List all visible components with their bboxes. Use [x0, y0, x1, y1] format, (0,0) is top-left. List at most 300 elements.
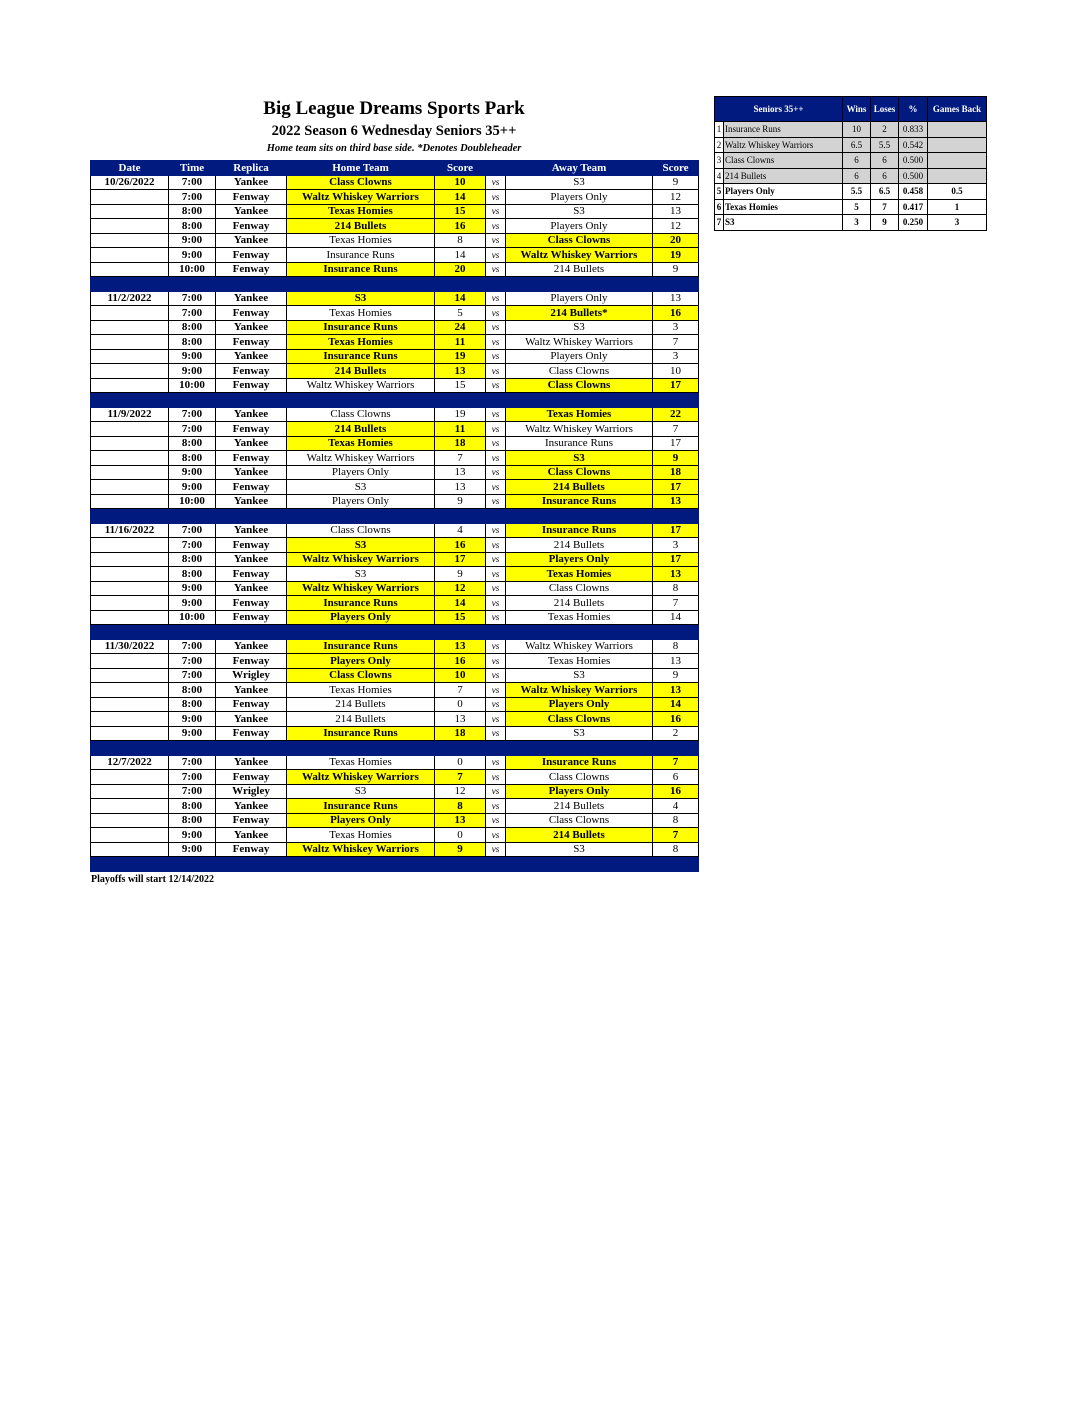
- standing-loses: 9: [871, 215, 899, 231]
- vs-label: vs: [486, 813, 506, 828]
- game-field: Yankee: [216, 436, 287, 451]
- away-score: 8: [653, 581, 699, 596]
- game-time: 9:00: [169, 596, 216, 611]
- game-field: Yankee: [216, 175, 287, 190]
- away-team: Class Clowns: [506, 770, 653, 785]
- page-title: Big League Dreams Sports Park: [263, 98, 525, 119]
- game-date: [91, 378, 169, 393]
- game-date: [91, 480, 169, 495]
- home-score: 5: [435, 306, 486, 321]
- home-score: 9: [435, 567, 486, 582]
- away-team: Waltz Whiskey Warriors: [506, 248, 653, 263]
- game-field: Fenway: [216, 842, 287, 857]
- standing-games-back: 3: [928, 215, 987, 231]
- away-team: Waltz Whiskey Warriors: [506, 335, 653, 350]
- standing-team: 214 Bullets: [724, 168, 843, 184]
- game-date: [91, 465, 169, 480]
- game-date: [91, 712, 169, 727]
- away-score: 20: [653, 233, 699, 248]
- away-team: Waltz Whiskey Warriors: [506, 683, 653, 698]
- home-score: 20: [435, 262, 486, 277]
- away-team: Class Clowns: [506, 465, 653, 480]
- standings-row: [715, 199, 987, 215]
- table-row: [91, 175, 699, 190]
- vs-label: vs: [486, 204, 506, 219]
- vs-label: vs: [486, 422, 506, 437]
- table-row: [91, 712, 699, 727]
- game-field: Yankee: [216, 204, 287, 219]
- away-score: 9: [653, 668, 699, 683]
- home-score: 12: [435, 784, 486, 799]
- away-score: 14: [653, 697, 699, 712]
- game-field: Fenway: [216, 567, 287, 582]
- standing-rank: 1: [715, 122, 724, 138]
- game-date: [91, 364, 169, 379]
- standings-row: [715, 168, 987, 184]
- standing-rank: 3: [715, 153, 724, 169]
- away-team: Waltz Whiskey Warriors: [506, 639, 653, 654]
- game-date: [91, 581, 169, 596]
- home-team: Texas Homies: [287, 335, 435, 350]
- vs-label: vs: [486, 175, 506, 190]
- vs-label: vs: [486, 552, 506, 567]
- away-score: 7: [653, 335, 699, 350]
- away-team: S3: [506, 726, 653, 741]
- home-team: Insurance Runs: [287, 639, 435, 654]
- away-score: 3: [653, 320, 699, 335]
- game-date: [91, 842, 169, 857]
- home-score: 14: [435, 248, 486, 263]
- table-row: [91, 770, 699, 785]
- standings-row: [715, 153, 987, 169]
- away-team: Insurance Runs: [506, 494, 653, 509]
- game-field: Fenway: [216, 726, 287, 741]
- vs-label: vs: [486, 610, 506, 625]
- table-row: [91, 755, 699, 770]
- away-score: 13: [653, 494, 699, 509]
- game-field: Yankee: [216, 799, 287, 814]
- game-date: [91, 770, 169, 785]
- col-pct: %: [899, 97, 928, 122]
- table-row: [91, 219, 699, 234]
- game-date: [91, 190, 169, 205]
- game-date: [91, 219, 169, 234]
- col-time: Time: [169, 161, 216, 176]
- away-team: Insurance Runs: [506, 523, 653, 538]
- standing-loses: 5.5: [871, 137, 899, 153]
- vs-label: vs: [486, 799, 506, 814]
- table-row: [91, 683, 699, 698]
- week-separator: [91, 625, 699, 640]
- home-team: 214 Bullets: [287, 712, 435, 727]
- standing-rank: 4: [715, 168, 724, 184]
- playoffs-note: Playoffs will start 12/14/2022: [91, 874, 215, 885]
- game-time: 8:00: [169, 436, 216, 451]
- home-team: 214 Bullets: [287, 422, 435, 437]
- away-score: 2: [653, 726, 699, 741]
- game-time: 7:00: [169, 755, 216, 770]
- home-team: Waltz Whiskey Warriors: [287, 552, 435, 567]
- game-time: 7:00: [169, 668, 216, 683]
- col-date: Date: [91, 161, 169, 176]
- game-time: 7:00: [169, 538, 216, 553]
- table-row: [91, 451, 699, 466]
- away-score: 9: [653, 175, 699, 190]
- home-score: 14: [435, 596, 486, 611]
- game-time: 7:00: [169, 784, 216, 799]
- standing-loses: 6.5: [871, 184, 899, 200]
- away-score: 8: [653, 842, 699, 857]
- home-team: Waltz Whiskey Warriors: [287, 378, 435, 393]
- game-field: Yankee: [216, 523, 287, 538]
- standing-pct: 0.833: [899, 122, 928, 138]
- standing-team: Insurance Runs: [724, 122, 843, 138]
- standing-pct: 0.417: [899, 199, 928, 215]
- game-date: [91, 654, 169, 669]
- vs-label: vs: [486, 567, 506, 582]
- game-time: 8:00: [169, 567, 216, 582]
- game-field: Fenway: [216, 813, 287, 828]
- game-time: 9:00: [169, 726, 216, 741]
- home-team: Insurance Runs: [287, 799, 435, 814]
- game-date: [91, 451, 169, 466]
- standings-row: [715, 215, 987, 231]
- away-score: 13: [653, 291, 699, 306]
- home-team: S3: [287, 538, 435, 553]
- away-team: Players Only: [506, 349, 653, 364]
- game-date: [91, 610, 169, 625]
- game-date: [91, 335, 169, 350]
- home-score: 7: [435, 683, 486, 698]
- table-row: [91, 248, 699, 263]
- home-team: Players Only: [287, 494, 435, 509]
- game-time: 9:00: [169, 233, 216, 248]
- game-date: [91, 552, 169, 567]
- standing-wins: 6.5: [843, 137, 871, 153]
- home-score: 0: [435, 755, 486, 770]
- home-team: Players Only: [287, 610, 435, 625]
- standing-team: Texas Homies: [724, 199, 843, 215]
- away-score: 13: [653, 654, 699, 669]
- vs-label: vs: [486, 581, 506, 596]
- game-time: 9:00: [169, 349, 216, 364]
- table-row: [91, 799, 699, 814]
- week-separator: [91, 857, 699, 872]
- standings-title: Seniors 35++: [715, 97, 843, 122]
- home-score: 18: [435, 436, 486, 451]
- game-time: 8:00: [169, 683, 216, 698]
- vs-label: vs: [486, 523, 506, 538]
- game-time: 8:00: [169, 697, 216, 712]
- game-field: Fenway: [216, 451, 287, 466]
- away-team: Players Only: [506, 219, 653, 234]
- standing-team: Waltz Whiskey Warriors: [724, 137, 843, 153]
- game-time: 8:00: [169, 219, 216, 234]
- game-date: 11/9/2022: [91, 407, 169, 422]
- vs-label: vs: [486, 668, 506, 683]
- game-field: Wrigley: [216, 668, 287, 683]
- game-field: Fenway: [216, 306, 287, 321]
- game-field: Yankee: [216, 639, 287, 654]
- vs-label: vs: [486, 262, 506, 277]
- home-score: 0: [435, 828, 486, 843]
- schedule-header-row: [91, 161, 699, 176]
- vs-label: vs: [486, 755, 506, 770]
- game-time: 7:00: [169, 654, 216, 669]
- game-date: 11/30/2022: [91, 639, 169, 654]
- away-team: Insurance Runs: [506, 755, 653, 770]
- away-team: Players Only: [506, 697, 653, 712]
- home-team: Insurance Runs: [287, 349, 435, 364]
- standing-wins: 5: [843, 199, 871, 215]
- game-time: 9:00: [169, 248, 216, 263]
- game-time: 7:00: [169, 422, 216, 437]
- col-wins: Wins: [843, 97, 871, 122]
- game-time: 8:00: [169, 552, 216, 567]
- table-row: [91, 552, 699, 567]
- standing-wins: 10: [843, 122, 871, 138]
- game-time: 7:00: [169, 190, 216, 205]
- home-team: Insurance Runs: [287, 320, 435, 335]
- table-row: [91, 291, 699, 306]
- home-team: Texas Homies: [287, 755, 435, 770]
- home-score: 19: [435, 407, 486, 422]
- game-field: Yankee: [216, 349, 287, 364]
- away-team: Class Clowns: [506, 233, 653, 248]
- table-row: [91, 567, 699, 582]
- away-score: 19: [653, 248, 699, 263]
- table-row: [91, 726, 699, 741]
- game-field: Fenway: [216, 422, 287, 437]
- col-home-team: Home Team: [287, 161, 435, 176]
- home-team: S3: [287, 567, 435, 582]
- away-team: S3: [506, 320, 653, 335]
- game-time: 8:00: [169, 320, 216, 335]
- away-team: 214 Bullets*: [506, 306, 653, 321]
- away-team: 214 Bullets: [506, 538, 653, 553]
- table-row: [91, 697, 699, 712]
- home-team: Class Clowns: [287, 523, 435, 538]
- home-score: 10: [435, 668, 486, 683]
- home-team: S3: [287, 480, 435, 495]
- game-date: [91, 668, 169, 683]
- game-date: [91, 697, 169, 712]
- vs-label: vs: [486, 219, 506, 234]
- away-team: S3: [506, 451, 653, 466]
- table-row: [91, 335, 699, 350]
- week-separator: [91, 393, 699, 408]
- table-row: [91, 436, 699, 451]
- table-row: [91, 349, 699, 364]
- standing-team: Players Only: [724, 184, 843, 200]
- game-date: [91, 204, 169, 219]
- away-team: S3: [506, 175, 653, 190]
- game-time: 8:00: [169, 813, 216, 828]
- vs-label: vs: [486, 320, 506, 335]
- standing-loses: 6: [871, 168, 899, 184]
- standing-team: S3: [724, 215, 843, 231]
- standings-row: [715, 122, 987, 138]
- vs-label: vs: [486, 364, 506, 379]
- home-team: Class Clowns: [287, 175, 435, 190]
- col-away-score: Score: [653, 161, 699, 176]
- vs-label: vs: [486, 349, 506, 364]
- vs-label: vs: [486, 190, 506, 205]
- home-team: Waltz Whiskey Warriors: [287, 581, 435, 596]
- standing-wins: 3: [843, 215, 871, 231]
- home-team: Waltz Whiskey Warriors: [287, 842, 435, 857]
- away-score: 7: [653, 596, 699, 611]
- away-score: 14: [653, 610, 699, 625]
- home-team: Players Only: [287, 813, 435, 828]
- table-row: [91, 828, 699, 843]
- table-row: [91, 784, 699, 799]
- away-score: 17: [653, 552, 699, 567]
- home-score: 13: [435, 813, 486, 828]
- vs-label: vs: [486, 654, 506, 669]
- home-score: 8: [435, 799, 486, 814]
- vs-label: vs: [486, 451, 506, 466]
- col-away-team: Away Team: [506, 161, 653, 176]
- table-row: [91, 538, 699, 553]
- game-field: Fenway: [216, 770, 287, 785]
- away-score: 22: [653, 407, 699, 422]
- home-score: 7: [435, 451, 486, 466]
- vs-label: vs: [486, 465, 506, 480]
- game-date: [91, 567, 169, 582]
- home-team: 214 Bullets: [287, 219, 435, 234]
- schedule-note: Home team sits on third base side. *Denotes Doubleheader: [266, 143, 522, 154]
- game-date: [91, 683, 169, 698]
- home-score: 7: [435, 770, 486, 785]
- away-team: Texas Homies: [506, 407, 653, 422]
- away-score: 16: [653, 784, 699, 799]
- home-score: 13: [435, 465, 486, 480]
- home-score: 17: [435, 552, 486, 567]
- table-row: [91, 842, 699, 857]
- game-time: 10:00: [169, 378, 216, 393]
- game-field: Yankee: [216, 494, 287, 509]
- game-field: Wrigley: [216, 784, 287, 799]
- standing-games-back: [928, 153, 987, 169]
- standing-rank: 5: [715, 184, 724, 200]
- away-score: 9: [653, 262, 699, 277]
- vs-label: vs: [486, 407, 506, 422]
- standing-loses: 7: [871, 199, 899, 215]
- vs-label: vs: [486, 784, 506, 799]
- away-score: 7: [653, 828, 699, 843]
- away-team: Players Only: [506, 291, 653, 306]
- standings-row: [715, 184, 987, 200]
- game-field: Fenway: [216, 538, 287, 553]
- game-date: [91, 436, 169, 451]
- home-team: S3: [287, 291, 435, 306]
- game-date: [91, 349, 169, 364]
- game-date: [91, 828, 169, 843]
- away-score: 18: [653, 465, 699, 480]
- game-date: [91, 538, 169, 553]
- standing-wins: 6: [843, 168, 871, 184]
- home-team: Players Only: [287, 465, 435, 480]
- game-date: [91, 262, 169, 277]
- game-field: Yankee: [216, 291, 287, 306]
- game-field: Yankee: [216, 683, 287, 698]
- table-row: [91, 610, 699, 625]
- standing-games-back: 1: [928, 199, 987, 215]
- game-time: 7:00: [169, 407, 216, 422]
- home-score: 15: [435, 204, 486, 219]
- away-score: 6: [653, 770, 699, 785]
- home-team: Players Only: [287, 654, 435, 669]
- home-score: 12: [435, 581, 486, 596]
- home-score: 19: [435, 349, 486, 364]
- standings-header-row: [715, 97, 987, 122]
- away-team: Texas Homies: [506, 610, 653, 625]
- table-row: [91, 262, 699, 277]
- game-date: [91, 726, 169, 741]
- game-date: [91, 320, 169, 335]
- game-field: Yankee: [216, 755, 287, 770]
- standing-loses: 6: [871, 153, 899, 169]
- col-games-back: Games Back: [928, 97, 987, 122]
- game-field: Yankee: [216, 828, 287, 843]
- away-team: 214 Bullets: [506, 799, 653, 814]
- table-row: [91, 480, 699, 495]
- game-date: [91, 306, 169, 321]
- away-score: 8: [653, 813, 699, 828]
- away-score: 7: [653, 755, 699, 770]
- vs-label: vs: [486, 480, 506, 495]
- game-time: 10:00: [169, 494, 216, 509]
- home-team: 214 Bullets: [287, 697, 435, 712]
- col-loses: Loses: [871, 97, 899, 122]
- vs-label: vs: [486, 436, 506, 451]
- game-time: 8:00: [169, 451, 216, 466]
- game-time: 8:00: [169, 799, 216, 814]
- standing-games-back: [928, 137, 987, 153]
- away-score: 12: [653, 190, 699, 205]
- home-score: 13: [435, 639, 486, 654]
- col-replica: Replica: [216, 161, 287, 176]
- table-row: [91, 378, 699, 393]
- away-score: 13: [653, 683, 699, 698]
- away-score: 16: [653, 712, 699, 727]
- standing-rank: 6: [715, 199, 724, 215]
- standing-pct: 0.500: [899, 168, 928, 184]
- home-score: 11: [435, 422, 486, 437]
- away-team: 214 Bullets: [506, 480, 653, 495]
- game-field: Yankee: [216, 233, 287, 248]
- game-field: Yankee: [216, 581, 287, 596]
- home-score: 16: [435, 538, 486, 553]
- vs-label: vs: [486, 233, 506, 248]
- home-score: 24: [435, 320, 486, 335]
- standings-table: [714, 96, 987, 231]
- vs-label: vs: [486, 639, 506, 654]
- standing-pct: 0.250: [899, 215, 928, 231]
- col-home-score: Score: [435, 161, 486, 176]
- vs-label: vs: [486, 842, 506, 857]
- table-row: [91, 407, 699, 422]
- away-score: 3: [653, 538, 699, 553]
- game-field: Yankee: [216, 552, 287, 567]
- home-team: Texas Homies: [287, 436, 435, 451]
- game-field: Fenway: [216, 190, 287, 205]
- away-score: 17: [653, 523, 699, 538]
- standing-team: Class Clowns: [724, 153, 843, 169]
- away-team: Class Clowns: [506, 712, 653, 727]
- game-time: 8:00: [169, 204, 216, 219]
